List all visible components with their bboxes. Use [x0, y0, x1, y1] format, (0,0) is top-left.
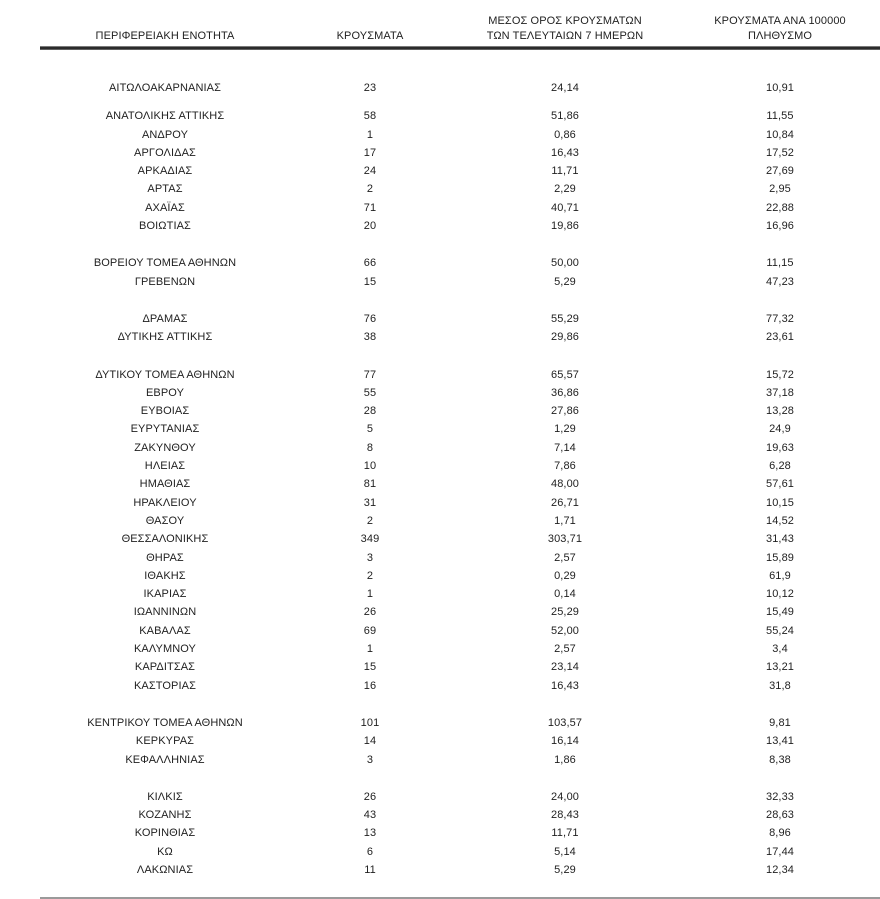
column-header-per100k-line2: ΠΛΗΘΥΣΜΟ [747, 30, 813, 42]
region-cell: ΑΧΑΪΑΣ [145, 201, 185, 214]
row-group [40, 254, 880, 291]
avg7-cell: 303,71 [547, 533, 583, 546]
table-row [40, 603, 880, 621]
column-header-cases [290, 29, 450, 44]
avg7-cell: 65,57 [550, 368, 580, 381]
avg7-cell: 11,71 [551, 827, 579, 840]
per100k-cell: 31,8 [769, 679, 791, 692]
header-rule [40, 46, 880, 50]
region-cell: ΒΟΡΕΙΟΥ ΤΟΜΕΑ ΑΘΗΝΩΝ [93, 257, 237, 270]
table-row [40, 549, 880, 567]
table-row [40, 180, 880, 198]
cases-cell: 101 [360, 716, 380, 729]
table-row [40, 439, 880, 457]
avg7-cell: 50,00 [550, 257, 580, 270]
column-header-avg7 [450, 14, 680, 44]
region-cell: ΒΟΙΩΤΙΑΣ [139, 220, 191, 233]
cases-cell: 26 [363, 790, 377, 803]
table-row [40, 366, 880, 384]
cases-cell: 58 [363, 110, 377, 123]
region-cell: ΗΡΑΚΛΕΙΟΥ [133, 496, 197, 509]
table-row [40, 530, 880, 548]
per100k-cell: 17,44 [765, 845, 795, 858]
avg7-cell: 40,71 [550, 201, 580, 214]
regional-cases-table [40, 0, 880, 879]
region-cell: ΛΑΚΩΝΙΑΣ [136, 863, 194, 876]
cases-cell: 26 [363, 606, 377, 619]
per100k-cell: 15,49 [765, 606, 795, 619]
table-row [40, 384, 880, 402]
column-header-region [40, 29, 290, 44]
table-row [40, 806, 880, 824]
table-row [40, 328, 880, 346]
table-header-row [40, 0, 880, 44]
region-cell: ΔΥΤΙΚΟΥ ΤΟΜΕΑ ΑΘΗΝΩΝ [95, 368, 235, 381]
cases-cell: 24 [363, 165, 377, 178]
avg7-cell: 24,14 [550, 82, 580, 94]
column-header-region-label: ΠΕΡΙΦΕΡΕΙΑΚΗ ΕΝΟΤΗΤΑ [95, 30, 235, 42]
cases-cell: 20 [363, 220, 377, 233]
per100k-cell: 13,28 [765, 405, 795, 418]
avg7-cell: 5,29 [554, 275, 576, 288]
avg7-cell: 19,86 [550, 220, 580, 233]
avg7-cell: 1,71 [554, 514, 576, 527]
avg7-cell: 26,71 [550, 496, 580, 509]
cases-cell: 8 [366, 441, 374, 454]
row-group [40, 107, 880, 235]
per100k-cell: 57,61 [765, 478, 795, 491]
table-row [40, 457, 880, 475]
region-cell: ΕΥΒΟΙΑΣ [140, 405, 190, 418]
cases-cell: 2 [366, 183, 374, 196]
avg7-cell: 36,86 [550, 386, 580, 399]
table-row [40, 217, 880, 235]
per100k-cell: 23,61 [765, 331, 795, 344]
region-cell: ΑΡΤΑΣ [147, 183, 183, 196]
row-group [40, 366, 880, 695]
region-cell: ΚΟΡΙΝΘΙΑΣ [134, 827, 196, 840]
region-cell: ΗΜΑΘΙΑΣ [139, 478, 191, 491]
per100k-cell: 12,34 [765, 863, 795, 876]
region-cell: ΚΟΖΑΝΗΣ [138, 809, 192, 822]
table-row [40, 107, 880, 125]
region-cell: ΓΡΕΒΕΝΩΝ [134, 275, 196, 288]
region-cell: ΔΥΤΙΚΗΣ ΑΤΤΙΚΗΣ [117, 331, 213, 344]
row-group [40, 310, 880, 347]
region-cell: ΚΑΛΥΜΝΟΥ [134, 643, 196, 656]
per100k-cell: 61,9 [769, 569, 791, 582]
avg7-cell: 51,86 [550, 110, 580, 123]
region-cell: ΕΒΡΟΥ [145, 386, 185, 399]
region-cell: ΑΡΓΟΛΙΔΑΣ [134, 146, 196, 159]
avg7-cell: 11,71 [551, 165, 579, 178]
cases-cell: 66 [363, 257, 377, 270]
region-cell: ΚΩ [157, 845, 173, 858]
table-row [40, 475, 880, 493]
avg7-cell: 27,86 [550, 405, 580, 418]
avg7-cell: 28,43 [550, 809, 580, 822]
per100k-cell: 13,21 [765, 661, 795, 674]
table-row [40, 512, 880, 530]
per100k-cell: 15,72 [765, 368, 795, 381]
avg7-cell: 7,14 [554, 441, 576, 454]
region-cell: ΚΙΛΚΙΣ [147, 790, 183, 803]
table-row [40, 732, 880, 750]
cases-cell: 28 [363, 405, 377, 418]
cases-cell: 76 [363, 312, 377, 325]
per100k-cell: 13,41 [765, 735, 795, 748]
cases-cell: 1 [366, 588, 374, 601]
avg7-cell: 2,57 [554, 551, 576, 564]
table-row [40, 567, 880, 585]
table-row [40, 162, 880, 180]
cases-cell: 2 [366, 514, 374, 527]
cases-cell: 2 [366, 569, 374, 582]
table-row [40, 585, 880, 603]
cases-cell: 77 [363, 368, 377, 381]
cases-cell: 349 [360, 533, 380, 546]
table-row [40, 843, 880, 861]
region-cell: ΙΩΑΝΝΙΝΩΝ [133, 606, 197, 619]
per100k-cell: 47,23 [765, 275, 795, 288]
cases-cell: 16 [363, 679, 377, 692]
cases-cell: 3 [366, 753, 374, 766]
cases-cell: 5 [366, 423, 374, 436]
region-cell: ΘΗΡΑΣ [146, 551, 184, 564]
region-cell: ΑΡΚΑΔΙΑΣ [137, 165, 193, 178]
per100k-cell: 10,91 [765, 82, 795, 94]
cases-cell: 43 [363, 809, 377, 822]
table-row [40, 714, 880, 732]
avg7-cell: 25,29 [550, 606, 580, 619]
avg7-cell: 16,43 [550, 146, 580, 159]
avg7-cell: 0,29 [554, 569, 576, 582]
region-cell: ΑΝΔΡΟΥ [141, 128, 189, 141]
per100k-cell: 2,95 [769, 183, 791, 196]
per100k-cell: 11,55 [766, 110, 794, 123]
cases-cell: 6 [366, 845, 374, 858]
avg7-cell: 7,86 [554, 460, 576, 473]
table-row [40, 254, 880, 272]
cases-cell: 81 [363, 478, 377, 491]
region-cell: ΙΘΑΚΗΣ [144, 569, 186, 582]
table-row [40, 494, 880, 512]
cases-cell: 1 [366, 128, 374, 141]
table-row [40, 273, 880, 291]
per100k-cell: 15,89 [765, 551, 795, 564]
per100k-cell: 3,4 [772, 643, 788, 656]
per100k-cell: 55,24 [765, 624, 795, 637]
cases-cell: 17 [363, 146, 377, 159]
region-cell: ΚΕΡΚΥΡΑΣ [135, 735, 195, 748]
table-row [40, 420, 880, 438]
row-group [40, 788, 880, 879]
cases-cell: 3 [366, 551, 374, 564]
cases-cell: 55 [363, 386, 377, 399]
avg7-cell: 5,14 [554, 845, 576, 858]
region-cell: ΑΙΤΩΛΟΑΚΑΡΝΑΝΙΑΣ [109, 82, 221, 94]
column-header-avg7-line2: ΤΩΝ ΤΕΛΕΥΤΑΙΩΝ 7 ΗΜΕΡΩΝ [486, 30, 644, 42]
per100k-cell: 37,18 [765, 386, 795, 399]
cases-cell: 71 [363, 201, 377, 214]
avg7-cell: 29,86 [550, 331, 580, 344]
per100k-cell: 14,52 [765, 514, 795, 527]
table-row [40, 658, 880, 676]
avg7-cell: 2,29 [554, 183, 576, 196]
cases-cell: 15 [363, 275, 377, 288]
cases-cell: 13 [363, 827, 377, 840]
per100k-cell: 77,32 [765, 312, 795, 325]
table-row [40, 402, 880, 420]
per100k-cell: 10,84 [765, 128, 795, 141]
cases-cell: 69 [363, 624, 377, 637]
per100k-cell: 22,88 [765, 201, 795, 214]
row-group [40, 714, 880, 769]
cases-cell: 11 [364, 863, 376, 876]
per100k-cell: 6,28 [769, 460, 791, 473]
column-header-per100k [680, 14, 880, 44]
avg7-cell: 0,86 [554, 128, 576, 141]
region-cell: ΕΥΡΥΤΑΝΙΑΣ [130, 423, 200, 436]
column-header-cases-label: ΚΡΟΥΣΜΑΤΑ [336, 30, 404, 42]
table-row [40, 622, 880, 640]
row-group [40, 79, 880, 97]
per100k-cell: 9,81 [769, 716, 791, 729]
per100k-cell: 28,63 [765, 809, 795, 822]
per100k-cell: 8,38 [769, 753, 791, 766]
avg7-cell: 23,14 [550, 661, 580, 674]
table-row [40, 199, 880, 217]
cases-cell: 10 [363, 460, 377, 473]
region-cell: ΚΑΡΔΙΤΣΑΣ [134, 661, 196, 674]
per100k-cell: 19,63 [765, 441, 795, 454]
cases-cell: 14 [363, 735, 377, 748]
per100k-cell: 16,96 [765, 220, 795, 233]
cases-cell: 1 [366, 643, 374, 656]
region-cell: ΘΑΣΟΥ [145, 514, 185, 527]
avg7-cell: 24,00 [550, 790, 580, 803]
region-cell: ΚΕΝΤΡΙΚΟΥ ΤΟΜΕΑ ΑΘΗΝΩΝ [87, 716, 243, 729]
avg7-cell: 1,29 [554, 423, 576, 436]
table-body [40, 79, 880, 879]
cases-cell: 31 [363, 496, 377, 509]
per100k-cell: 31,43 [765, 533, 795, 546]
column-header-per100k-line1: ΚΡΟΥΣΜΑΤΑ ΑΝΑ 100000 [714, 15, 846, 27]
avg7-cell: 103,57 [547, 716, 583, 729]
region-cell: ΚΑΒΑΛΑΣ [139, 624, 191, 637]
per100k-cell: 17,52 [765, 146, 795, 159]
table-row [40, 144, 880, 162]
column-header-avg7-line1: ΜΕΣΟΣ ΟΡΟΣ ΚΡΟΥΣΜΑΤΩΝ [488, 15, 642, 27]
cases-cell: 23 [363, 82, 377, 94]
avg7-cell: 16,14 [550, 735, 580, 748]
per100k-cell: 10,15 [765, 496, 795, 509]
avg7-cell: 52,00 [550, 624, 580, 637]
per100k-cell: 8,96 [769, 827, 791, 840]
table-row [40, 79, 880, 97]
avg7-cell: 16,43 [550, 679, 580, 692]
region-cell: ΑΝΑΤΟΛΙΚΗΣ ΑΤΤΙΚΗΣ [105, 110, 225, 123]
per100k-cell: 10,12 [765, 588, 795, 601]
avg7-cell: 2,57 [554, 643, 576, 656]
cases-cell: 15 [363, 661, 377, 674]
table-row [40, 824, 880, 842]
avg7-cell: 1,86 [554, 753, 576, 766]
table-row [40, 788, 880, 806]
region-cell: ΔΡΑΜΑΣ [142, 312, 188, 325]
region-cell: ΙΚΑΡΙΑΣ [143, 588, 187, 601]
region-cell: ΘΕΣΣΑΛΟΝΙΚΗΣ [121, 533, 209, 546]
avg7-cell: 0,14 [554, 588, 576, 601]
per100k-cell: 27,69 [765, 165, 795, 178]
region-cell: ΗΛΕΙΑΣ [144, 460, 186, 473]
region-cell: ΚΑΣΤΟΡΙΑΣ [134, 679, 196, 692]
avg7-cell: 48,00 [550, 478, 580, 491]
table-row [40, 126, 880, 144]
per100k-cell: 32,33 [765, 790, 795, 803]
region-cell: ΚΕΦΑΛΛΗΝΙΑΣ [125, 753, 205, 766]
table-row [40, 677, 880, 695]
per100k-cell: 11,15 [766, 257, 794, 270]
table-row [40, 640, 880, 658]
per100k-cell: 24,9 [769, 423, 791, 436]
table-row [40, 861, 880, 879]
avg7-cell: 55,29 [550, 312, 580, 325]
region-cell: ΖΑΚΥΝΘΟΥ [134, 441, 196, 454]
table-row [40, 751, 880, 769]
table-row [40, 310, 880, 328]
cases-cell: 38 [363, 331, 377, 344]
avg7-cell: 5,29 [554, 863, 576, 876]
